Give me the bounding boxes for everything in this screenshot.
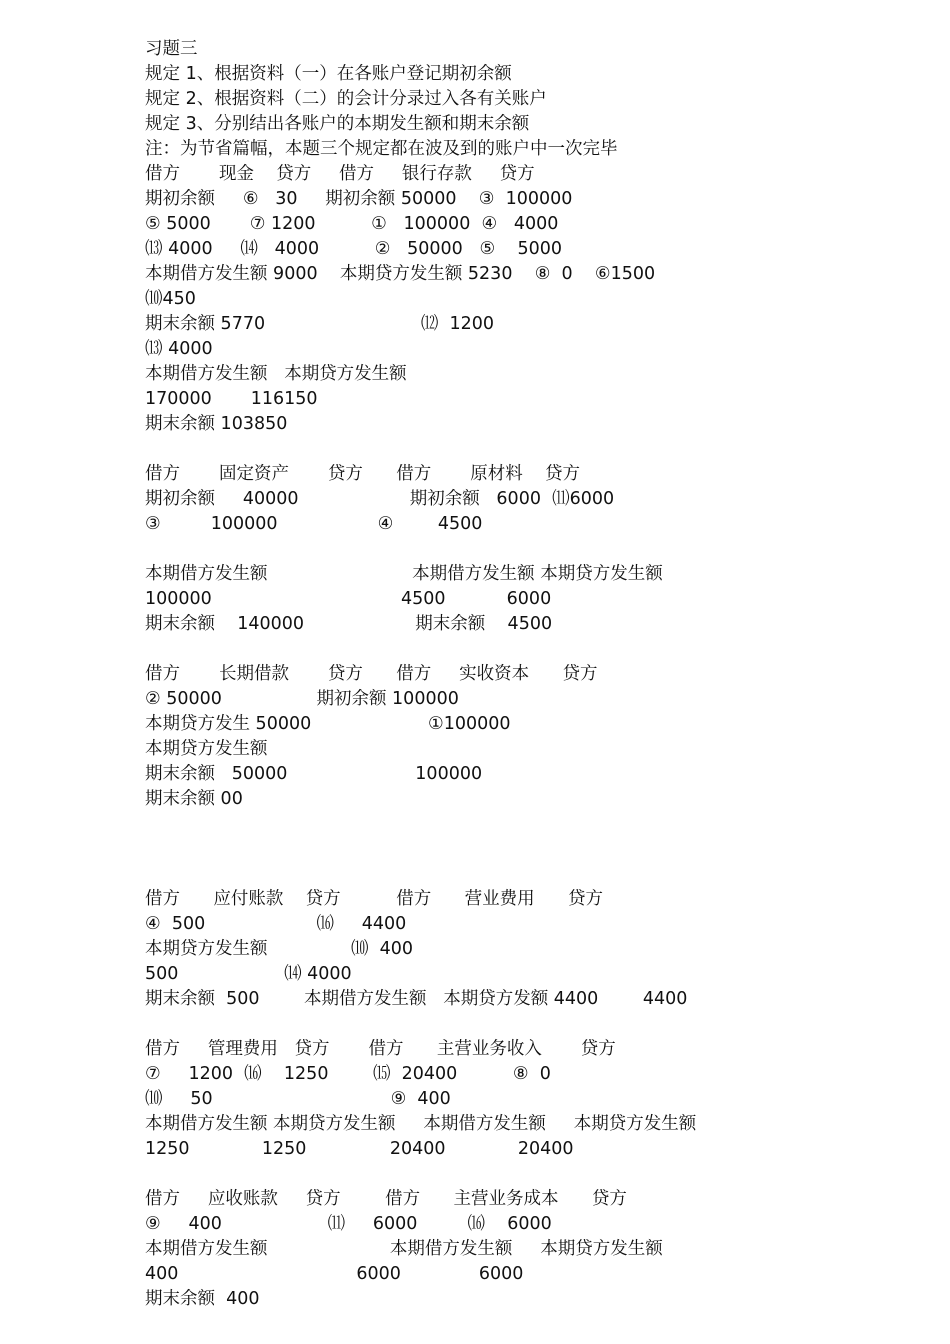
text-line: 本期借方发生额 本期贷方发生额: [145, 364, 407, 384]
text-line: 借方 现金 贷方 借方 银行存款 贷方: [145, 164, 535, 184]
text-line: 期末余额 103850: [145, 414, 288, 434]
text-line: 期初余额 40000 期初余额 6000 ⑾6000: [145, 489, 615, 509]
text-line: 400 6000 6000: [145, 1264, 524, 1284]
text-line: 500 ⒁ 4000: [145, 964, 352, 984]
text-line: 规定 3、分别结出各账户的本期发生额和期末余额: [145, 114, 530, 134]
text-line: ⑽ 50 ⑨ 400: [145, 1089, 451, 1109]
text-line: 期末余额 50000 100000: [145, 764, 483, 784]
text-line: 本期贷方发生额: [145, 739, 268, 759]
text-line: 本期贷方发生额 ⑽ 400: [145, 939, 413, 959]
text-line: 本期借方发生额 本期贷方发生额 本期借方发生额 本期贷方发生额: [145, 1114, 697, 1134]
text-line: 借方 应付账款 贷方 借方 营业费用 贷方: [145, 889, 604, 909]
text-line: 1250 1250 20400 20400: [145, 1139, 574, 1159]
text-line: 本期借方发生额 本期借方发生额 本期贷方发生额: [145, 564, 663, 584]
text-line: ⒀ 4000 ⒁ 4000 ② 50000 ⑤ 5000: [145, 239, 562, 259]
text-line: 期末余额 500 本期借方发生额 本期贷方发额 4400 4400: [145, 989, 688, 1009]
text-line: ⒀ 4000: [145, 339, 213, 359]
text-line: ⑨ 400 ⑾ 6000 ⒃ 6000: [145, 1214, 552, 1234]
text-line: 借方 管理费用 贷方 借方 主营业务收入 贷方: [145, 1039, 616, 1059]
text-line: ② 50000 期初余额 100000: [145, 689, 459, 709]
text-line: 本期借方发生额 本期借方发生额 本期贷方发生额: [145, 1239, 663, 1259]
text-line: ⑤ 5000 ⑦ 1200 ① 100000 ④ 4000: [145, 214, 559, 234]
text-line: ④ 500 ⒃ 4400: [145, 914, 407, 934]
text-line: 100000 4500 6000: [145, 589, 552, 609]
text-line: 期末余额 140000 期末余额 4500: [145, 614, 553, 634]
text-line: ③ 100000 ④ 4500: [145, 514, 483, 534]
text-line: 本期借方发生额 9000 本期贷方发生额 5230 ⑧ 0 ⑥1500: [145, 264, 656, 284]
text-line: 借方 应收账款 贷方 借方 主营业务成本 贷方: [145, 1189, 627, 1209]
text-line: 借方 固定资产 贷方 借方 原材料 贷方: [145, 464, 580, 484]
text-line: 期初余额 ⑥ 30 期初余额 50000 ③ 100000: [145, 189, 573, 209]
text-line: 规定 1、根据资料（一）在各账户登记期初余额: [145, 64, 512, 84]
text-line: 期末余额 400: [145, 1289, 260, 1309]
text-line: 170000 116150: [145, 389, 318, 409]
text-line: 期末余额 00: [145, 789, 243, 809]
text-line: 借方 长期借款 贷方 借方 实收资本 贷方: [145, 664, 598, 684]
text-line: 期末余额 5770 ⑿ 1200: [145, 314, 495, 334]
text-line: 注：为节省篇幅，本题三个规定都在波及到的账户中一次完毕: [145, 139, 618, 159]
text-line: 本期贷方发生 50000 ①100000: [145, 714, 511, 734]
text-line: ⑦ 1200 ⒃ 1250 ⒂ 20400 ⑧ 0: [145, 1064, 551, 1084]
text-line: ⑽450: [145, 289, 196, 309]
text-line: 规定 2、根据资料（二）的会计分录过入各有关账户: [145, 89, 547, 109]
text-line: 习题三: [145, 39, 198, 59]
